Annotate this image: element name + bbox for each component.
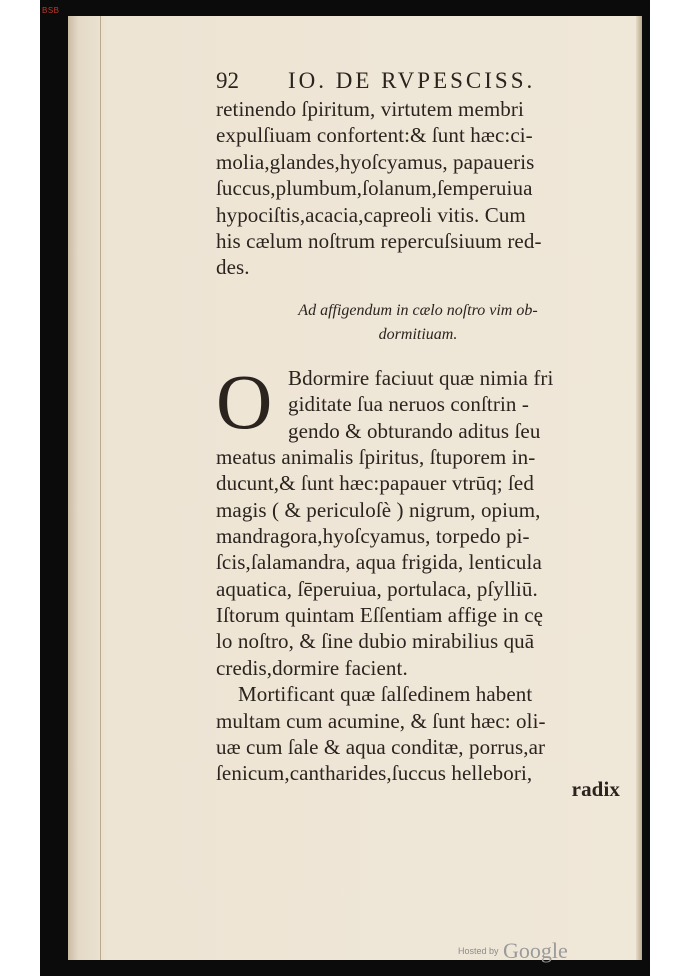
running-head [216,66,626,96]
text-line: Iſtorum quintam Eſſentiam affige in cę [216,603,544,628]
text-line: mandragora,hyoſcyamus, torpedo pi- [216,523,530,548]
google-logo: Google [502,938,568,963]
page-number: 92 [216,68,239,93]
text-line: ſuccus,plumbum,ſolanum,ſemperuiua [216,176,533,201]
text-line: multam cum acumine, & ſunt hæc: oli- [216,708,546,733]
text-line: expulſiuam confortent:& ſunt hæc:ci- [216,123,533,148]
library-watermark: BSB [42,6,60,15]
text-line: Bdormire faciuut quæ nimia fri [288,365,554,390]
page-text [216,66,626,802]
text-line [216,760,626,802]
section-heading: dormitiuam. [378,325,458,343]
hosted-by-footer [458,938,568,964]
paragraph-2 [216,357,626,682]
running-title: IO. DE RVPESCISS. [288,68,536,93]
text-line: giditate ſua neruos conſtrin - [288,392,529,417]
text-line-content: ſenicum,cantharides,ſuccus hellebori, [216,761,533,786]
page-gutter [100,16,101,960]
text-line: lo noſtro, & ſine dubio mirabilius quā [216,629,535,654]
text-line: magis ( & periculoſè ) nigrum, opium, [216,497,541,522]
text-line: ducunt,& ſunt hæc:papauer vtrūq; ſed [216,471,534,496]
text-line: credis,dormire facient. [216,655,408,680]
page-edge [636,16,642,960]
text-line: aquatica, ſēperuiua, portulaca, pſylliū. [216,576,538,601]
text-line: meatus animalis ſpiritus, ſtuporem in- [216,444,536,469]
text-line: hypociſtis,acacia,capreoli vitis. Cum [216,202,526,227]
drop-cap: O [216,357,273,445]
hosted-by-label: Hosted by [458,946,499,956]
text-line: ſcis,ſalamandra, aqua frigida, lenticula [216,550,542,575]
text-line: retinendo ſpiritum, virtutem membri [216,97,524,121]
section-heading: Ad affigendum in cælo noſtro vim ob- [298,301,538,319]
dropcap-block [216,357,626,445]
text-line: molia,glandes,hyoſcyamus, papaueris [216,149,535,174]
text-line: gendo & obturando aditus ſeu [288,418,541,443]
text-line: uæ cum ſale & aqua conditæ, porrus,ar [216,735,546,760]
catchword: radix [571,777,620,802]
paragraph-3 [216,681,626,802]
paragraph-1 [216,96,626,281]
text-line: Mortificant quæ ſalſedinem habent [238,682,533,707]
text-line: his cælum noſtrum repercuſsiuum red- [216,228,542,253]
text-line: des. [216,255,250,280]
